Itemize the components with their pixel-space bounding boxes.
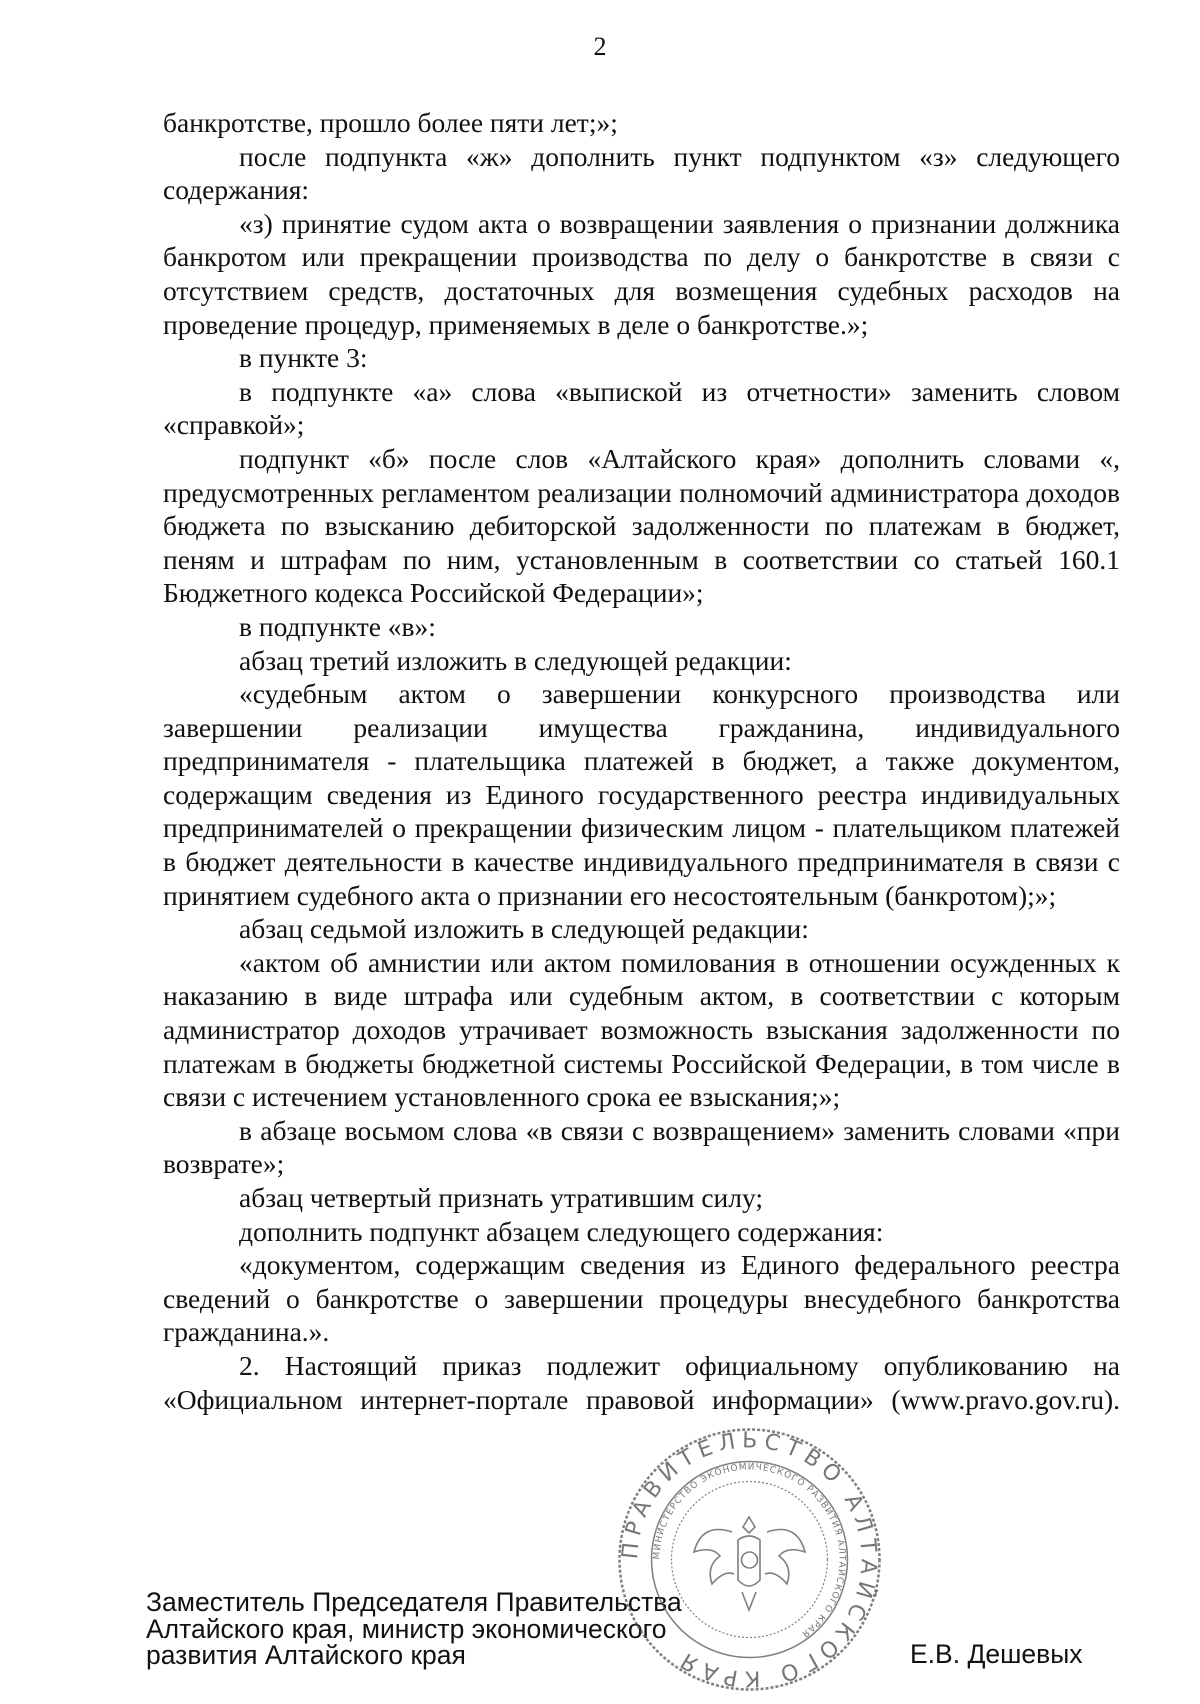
official-seal [612,1422,887,1697]
paragraph: «з) принятие судом акта о возвращении заявления о признании должника банкротом или прекращении производства по делу о банкротстве в связи с отсутствием средств, достаточных для возмещения судебных расходов на проведение процедур, применяемых в деле о банкротстве.»; [163,207,1120,340]
paragraph: абзац третий изложить в следующей редакции: [239,644,792,676]
seal-inner-text: МИНИСТЕРСТВО ЭКОНОМИЧЕСКОГО РАЗВИТИЯ АЛТАЙСКОГО КРАЯ [652,1462,847,1639]
paragraph: абзац седьмой изложить в следующей редакции: [239,913,809,945]
paragraph: после подпункта «ж» дополнить пункт подпунктом «з» следующего содержания: [163,140,1120,206]
signatory-position [146,1589,682,1669]
paragraph: «судебным актом о завершении конкурсного производства или завершении реализации имущества гражданина, индивидуального предпринимателя - плательщика платежей в бюджет, а также документом, содержащим сведения из Единого государственного реестра индивидуальных предпринимателей о прекращении физическим лицом - плательщиком платежей в бюджет деятельности в качестве индивидуального предпринимателя в связи с принятием судебного акта о признании его несостоятельным (банкротом);»; [163,678,1120,911]
paragraph: банкротстве, прошло более пяти лет;»; [163,107,618,138]
paragraph: дополнить подпункт абзацем следующего содержания: [239,1215,884,1247]
paragraph: «документом, содержащим сведения из Единого федерального реестра сведений о банкротстве о завершении процедуры внесудебного банкротства гражданина.». [163,1249,1120,1348]
document-body [163,106,1120,1416]
page-number: 2 [593,32,607,61]
paragraph: «актом об амнистии или актом помилования в отношении осужденных к наказанию в виде штрафа или судебным актом, в соответствии с которым администратор доходов утрачивает возможность взыскания задолженности по платежам в бюджеты бюджетной системы Российской Федерации, в том числе в связи с истечением установленного срока ее взыскания;»; [163,946,1120,1113]
paragraph: в абзаце восьмом слова «в связи с возвращением» заменить словами «при возврате»; [163,1114,1120,1180]
seal-outer-text: ПРАВИТЕЛЬСТВО АЛТАЙСКОГО КРАЯ [618,1428,881,1691]
paragraph: в подпункте «а» слова «выпиской из отчетности» заменить словом «справкой»; [163,375,1120,441]
position-line-1: Заместитель Председателя Правительства [146,1587,682,1617]
paragraph: в подпункте «в»: [239,610,436,642]
paragraph: 2. Настоящий приказ подлежит официальному опубликованию на «Официальном интернет-портале правовой информации» (www.pravo.gov.ru). [163,1349,1120,1415]
position-line-2: Алтайского края, министр экономического [146,1613,667,1644]
position-line-3: развития Алтайского края [146,1640,466,1670]
signatory-name: Е.В. Дешевых [910,1639,1083,1669]
paragraph: в пункте 3: [239,342,368,374]
coat-of-arms-emblem [694,1517,805,1610]
paragraph: абзац четвертый признать утратившим силу; [239,1182,764,1213]
paragraph: подпункт «б» после слов «Алтайского края» дополнить словами «, предусмотренных регламентом реализации полномочий администратора доходов бюджета по взысканию дебиторской задолженности по платежам в бюджет, пеням и штрафам по ним, установленным в соответствии со статьей 160.1 Бюджетного кодекса Российской Федерации»; [163,442,1120,609]
